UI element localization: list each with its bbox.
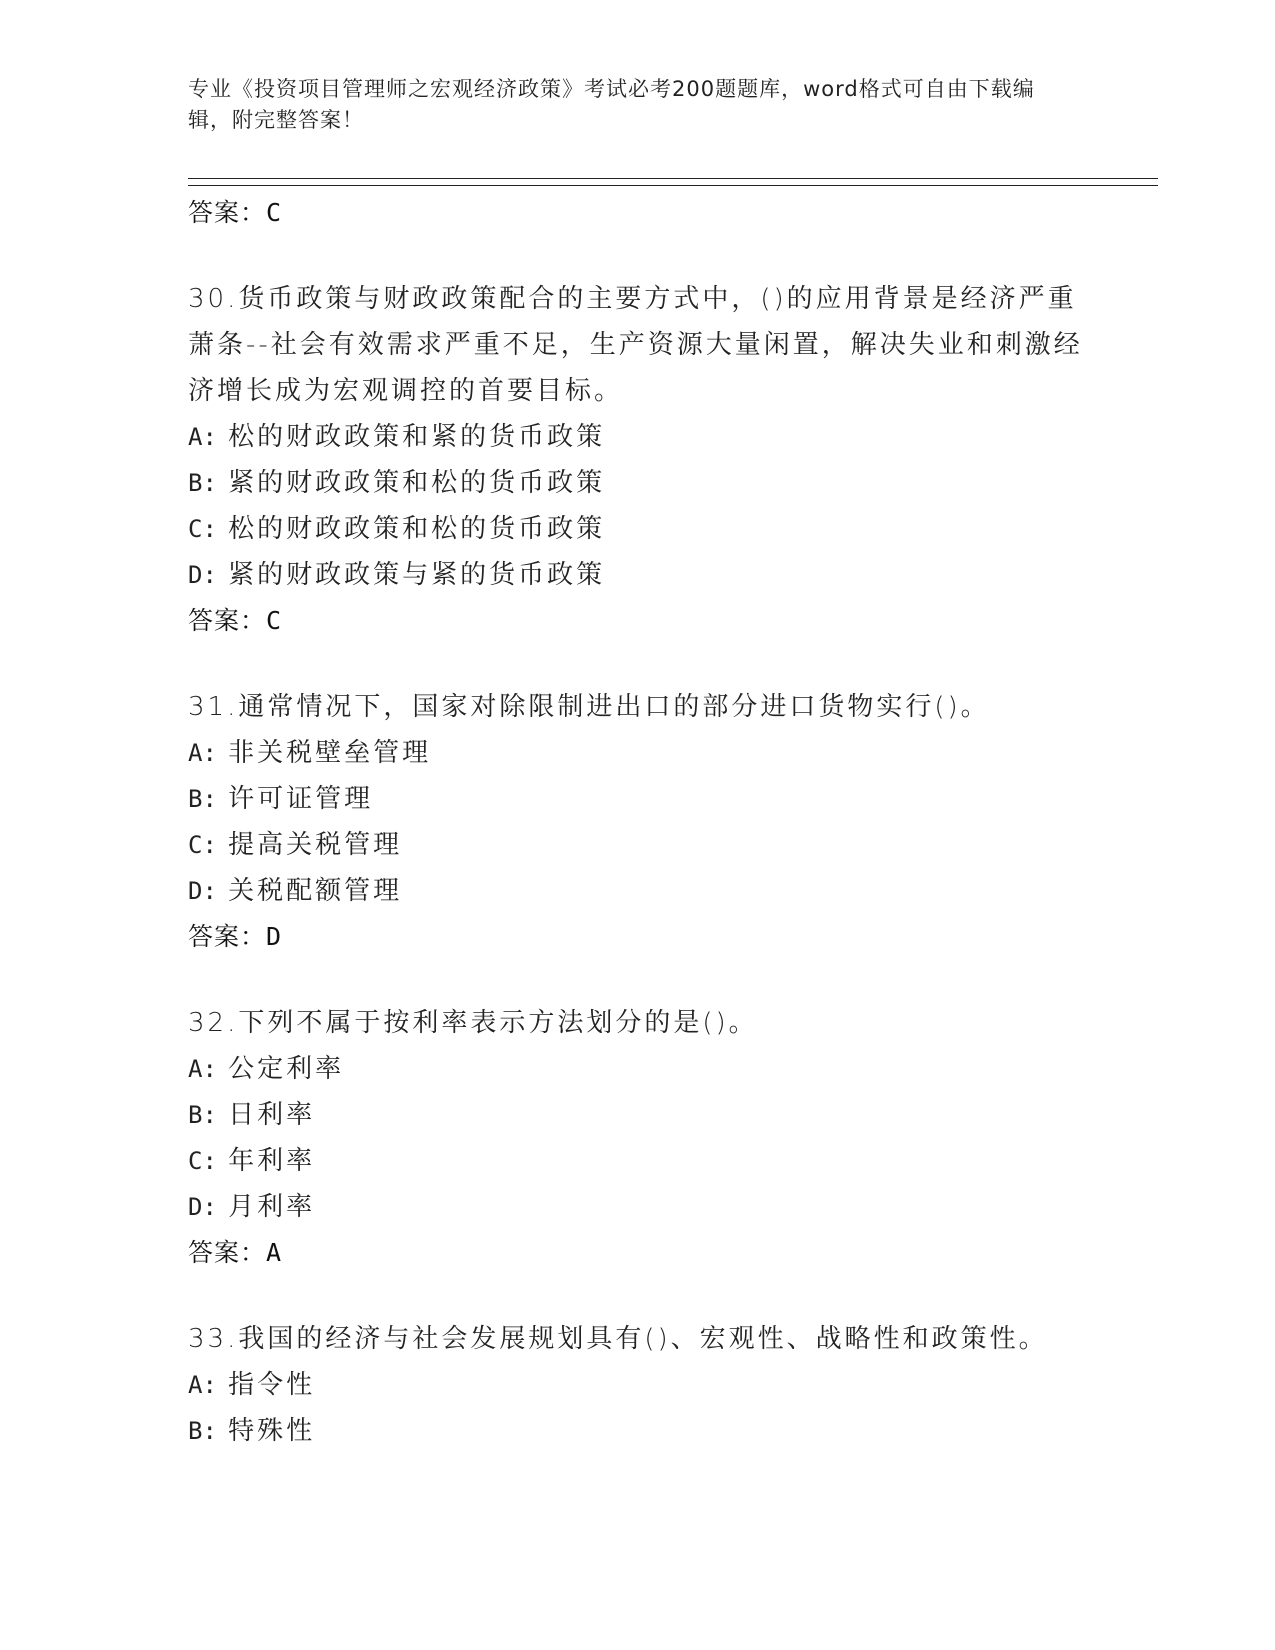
option-text: 提高关税管理 — [228, 830, 403, 860]
option-d — [188, 552, 1088, 598]
answer-line — [188, 1230, 1088, 1276]
option-text: 月利率 — [228, 1192, 316, 1222]
answer-line — [188, 914, 1088, 960]
header-divider — [188, 178, 1158, 186]
answer-line — [188, 190, 1088, 236]
option-letter: D: — [188, 561, 217, 589]
question-text: 31.通常情况下，国家对除限制进出口的部分进口货物实行()。 — [188, 692, 990, 722]
option-letter: B: — [188, 469, 217, 497]
option-letter: D: — [188, 1193, 217, 1221]
option-letter: A: — [188, 739, 217, 767]
option-text: 特殊性 — [228, 1416, 316, 1446]
option-b — [188, 1092, 1088, 1138]
option-d — [188, 868, 1088, 914]
option-a — [188, 1046, 1088, 1092]
question-32 — [188, 1000, 1088, 1276]
option-text: 公定利率 — [228, 1054, 345, 1084]
answer-label: 答案： — [188, 1238, 267, 1267]
option-letter: B: — [188, 1417, 217, 1445]
question-text: 33.我国的经济与社会发展规划具有()、宏观性、战略性和政策性。 — [188, 1324, 1048, 1354]
option-d — [188, 1184, 1088, 1230]
option-c — [188, 506, 1088, 552]
option-text: 指令性 — [228, 1370, 316, 1400]
answer-label: 答案： — [188, 922, 267, 951]
option-letter: A: — [188, 1055, 217, 1083]
option-letter: B: — [188, 785, 217, 813]
answer-value: C — [266, 198, 283, 227]
option-letter: C: — [188, 515, 217, 543]
answer-value: C — [266, 606, 283, 635]
option-text: 非关税壁垒管理 — [228, 738, 432, 768]
option-a — [188, 1362, 1088, 1408]
document-header-note: 专业《投资项目管理师之宏观经济政策》考试必考200题题库，word格式可自由下载编辑，附完整答案！ — [188, 77, 1035, 132]
option-c — [188, 822, 1088, 868]
option-a — [188, 414, 1088, 460]
question-30 — [188, 276, 1088, 644]
option-text: 紧的财政政策和松的货币政策 — [228, 468, 606, 498]
option-b — [188, 460, 1088, 506]
question-text: 30.货币政策与财政政策配合的主要方式中，()的应用背景是经济严重萧条--社会有效需求严重不足，生产资源大量闲置，解决失业和刺激经济增长成为宏观调控的首要目标。 — [188, 284, 1083, 406]
option-text: 松的财政政策和松的货币政策 — [228, 514, 606, 544]
answer-value: D — [266, 922, 283, 951]
option-text: 日利率 — [228, 1100, 316, 1130]
option-letter: A: — [188, 1371, 217, 1399]
question-text: 32.下列不属于按利率表示方法划分的是()。 — [188, 1008, 758, 1038]
option-text: 关税配额管理 — [228, 876, 403, 906]
question-list — [188, 190, 1088, 1494]
question-33 — [188, 1316, 1088, 1454]
question-31 — [188, 684, 1088, 960]
answer-label: 答案： — [188, 198, 267, 227]
option-letter: C: — [188, 831, 217, 859]
option-a — [188, 730, 1088, 776]
option-b — [188, 776, 1088, 822]
option-text: 年利率 — [228, 1146, 316, 1176]
option-c — [188, 1138, 1088, 1184]
option-letter: B: — [188, 1101, 217, 1129]
answer-label: 答案： — [188, 606, 267, 635]
option-letter: C: — [188, 1147, 217, 1175]
option-text: 松的财政政策和紧的货币政策 — [228, 422, 606, 452]
option-b — [188, 1408, 1088, 1454]
option-letter: D: — [188, 877, 217, 905]
option-text: 紧的财政政策与紧的货币政策 — [228, 560, 606, 590]
answer-line — [188, 598, 1088, 644]
option-text: 许可证管理 — [228, 784, 374, 814]
option-letter: A: — [188, 423, 217, 451]
answer-value: A — [266, 1238, 283, 1267]
